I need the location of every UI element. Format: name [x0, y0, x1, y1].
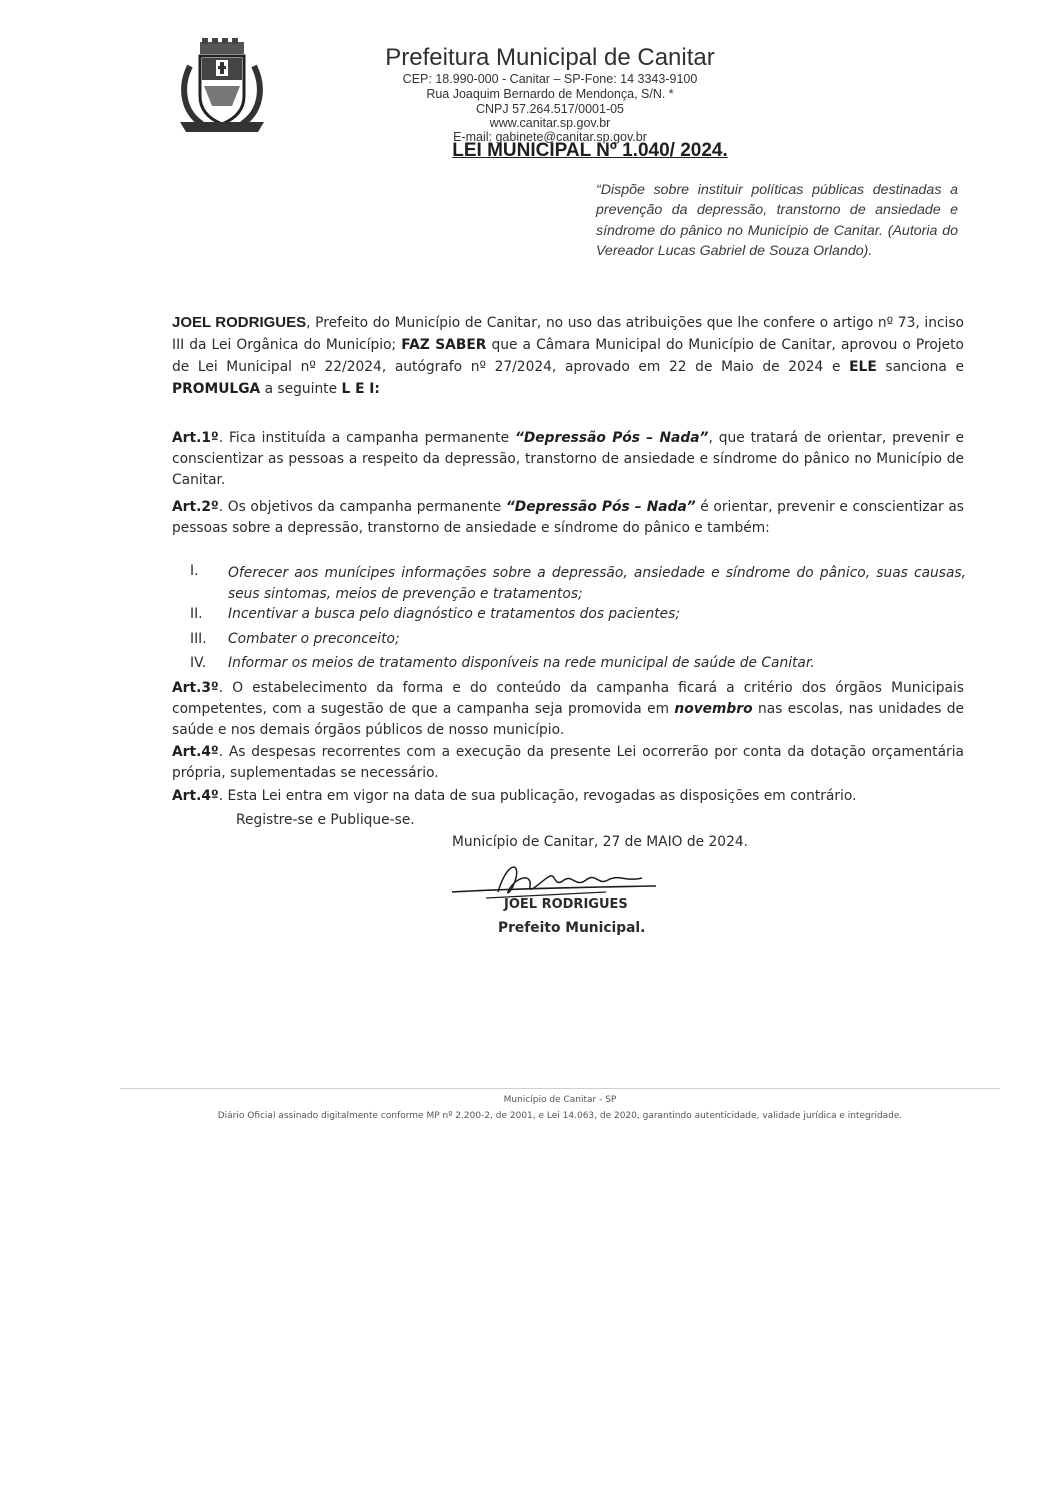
article-3-text-1: . O estabelecimento da forma e do conteúdo da campanha ficará a critério dos órgãos Municipais competentes, com a sugestão de que a campanha seja promovida em — [172, 680, 964, 717]
article-3 — [172, 678, 964, 741]
campaign-month: novembro — [674, 701, 753, 717]
article-2 — [172, 497, 964, 539]
ele: ELE — [849, 359, 877, 375]
preamble-text-2: que a Câmara Municipal do Município de Canitar, aprovou o Projeto de Lei Municipal nº 22/2024, autógrafo nº 27/2024, aprovado em 22 de Maio de 2024 e — [172, 337, 964, 375]
signer-role: Prefeito Municipal. — [498, 920, 646, 936]
article-4-label: Art.4º — [172, 744, 219, 760]
preamble-text-4: a seguinte — [260, 381, 342, 397]
list-item-number: IV. — [190, 655, 207, 671]
article-3-text-2: nas escolas, nas unidades de saúde e nos demais órgãos públicos de nosso município. — [172, 701, 964, 738]
preamble-text-1: , Prefeito do Município de Canitar, no uso das atribuições que lhe confere o artigo nº 73, inciso III da Lei Orgânica do Município; — [172, 315, 964, 353]
article-4-text: . Esta Lei entra em vigor na data de sua publicação, revogadas as disposições em contrário. — [218, 788, 857, 804]
list-item-number: I. — [190, 563, 199, 579]
crown-icon — [200, 38, 244, 54]
campaign-name: “Depressão Pós – Nada” — [514, 430, 709, 446]
preamble-text-3: sanciona e — [876, 359, 964, 375]
list-item-number: III. — [190, 631, 207, 647]
closing-text: Registre-se e Publique-se. — [236, 812, 415, 828]
footer — [120, 1088, 1000, 1121]
place-date: Município de Canitar, 27 de MAIO de 2024. — [452, 834, 749, 850]
article-1-label: Art.1º — [172, 430, 219, 446]
campaign-name: “Depressão Pós – Nada” — [505, 499, 696, 515]
article-1 — [172, 428, 964, 491]
header-email-link[interactable]: E-mail: gabinete@canitar.sp.gov.br — [453, 130, 647, 144]
municipal-coat-of-arms — [172, 36, 272, 136]
lei-word: L E I: — [341, 381, 380, 397]
preamble-paragraph — [172, 312, 964, 400]
list-item-number: II. — [190, 606, 203, 622]
list-item-text: Oferecer aos munícipes informações sobre a depressão, ansiedade e síndrome do pânico, suas causas, seus sintomas, meios de prevenção e tratamentos; — [228, 565, 966, 602]
list-item-text: Combater o preconceito; — [228, 631, 400, 647]
article-1-text-2: , que tratará de orientar, prevenir e conscientizar as pessoas a respeito da depressão, transtorno de ansiedade e síndrome do pânico no Município de Canitar. — [172, 430, 964, 488]
article-2-label: Art.2º — [172, 499, 219, 515]
footer-legal-notice: Diário Oficial assinado digitalmente conforme MP nº 2.200-2, de 2001, e Lei 14.063, de 2020, garantindo autenticidade, validade jurídica e integridade. — [217, 1111, 903, 1121]
law-summary: “Dispõe sobre instituir políticas públicas destinadas a prevenção da depressão, transtorno de ansiedade e síndrome do pânico no Município de Canitar. (Autoria do Vereador Lucas Gabriel de Souza Orlando). — [596, 182, 958, 259]
footer-municipality: Município de Canitar - SP — [503, 1095, 617, 1105]
article-2-text-2: é orientar, prevenir e conscientizar as pessoas sobre a depressão, transtorno de ansiedade e síndrome do pânico e também: — [172, 499, 964, 536]
article-4-effect — [172, 786, 964, 807]
article-3-label: Art.3º — [172, 680, 219, 696]
signer-name: JOEL RODRIGUES — [504, 897, 628, 912]
promulga: PROMULGA — [172, 381, 261, 397]
article-4-label: Art.4º — [172, 788, 219, 804]
faz-saber: FAZ SABER — [401, 337, 487, 353]
list-item-text: Incentivar a busca pelo diagnóstico e tratamentos dos pacientes; — [228, 606, 680, 622]
list-item-text: Informar os meios de tratamento disponíveis na rede municipal de saúde de Canitar. — [228, 655, 815, 671]
header-address-line: Rua Joaquim Bernardo de Mendonça, S/N. * — [426, 87, 674, 101]
article-1-text-1: . Fica instituída a campanha permanente — [218, 430, 515, 446]
mayor-name: JOEL RODRIGUES — [172, 314, 307, 331]
article-2-text-1: . Os objetivos da campanha permanente — [218, 499, 506, 515]
header-cnpj-line: CNPJ 57.264.517/0001-05 — [475, 102, 625, 116]
article-4-expenses — [172, 742, 964, 784]
header-cep-line: CEP: 18.990-000 - Canitar – SP-Fone: 14 3343-9100 — [402, 72, 698, 86]
law-title: LEI MUNICIPAL Nº 1.040/ 2024. — [452, 140, 728, 161]
header-title: Prefeitura Municipal de Canitar — [385, 44, 715, 71]
header-website-link[interactable]: www.canitar.sp.gov.br — [489, 116, 611, 130]
article-4-text: . As despesas recorrentes com a execução da presente Lei ocorrerão por conta da dotação orçamentária própria, suplementadas se necessário. — [172, 744, 964, 781]
